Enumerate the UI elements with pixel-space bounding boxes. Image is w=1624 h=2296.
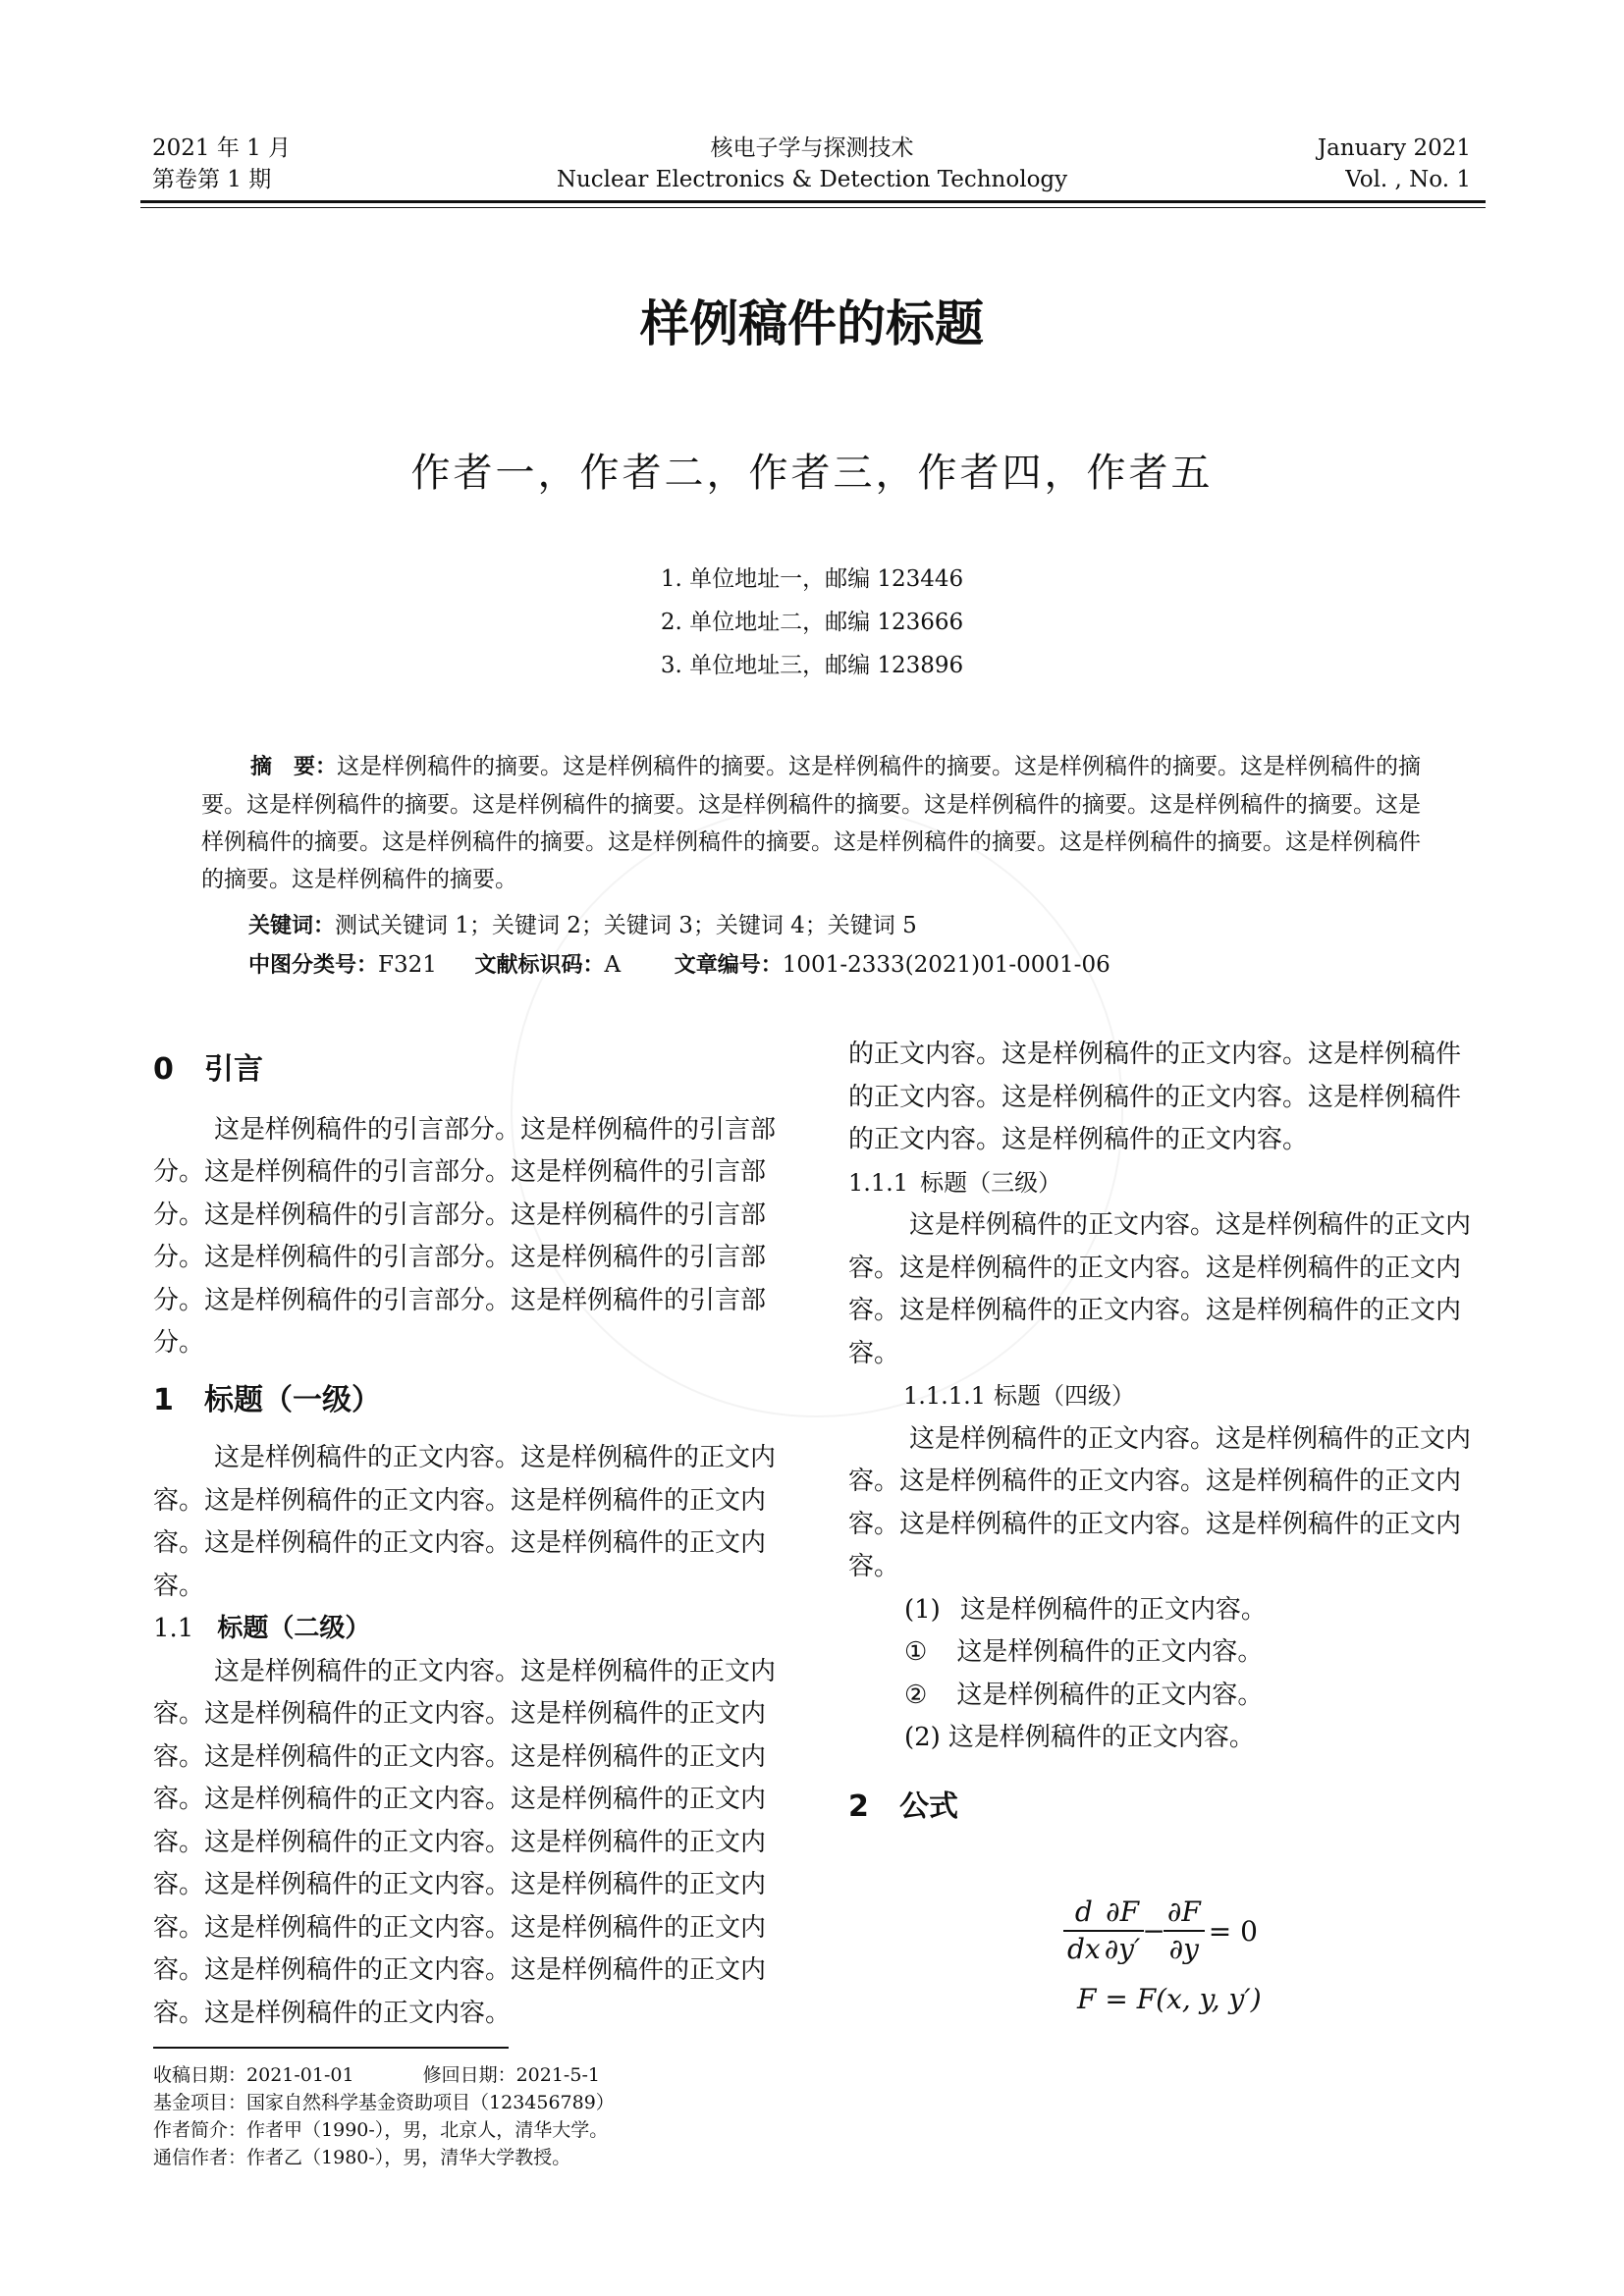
section-number: 2 <box>848 1789 869 1824</box>
list-text: 这是样例稿件的正文内容。 <box>956 1680 1264 1710</box>
list-text: 这是样例稿件的正文内容。 <box>947 1723 1255 1752</box>
list-item <box>848 1675 1483 1718</box>
header-rule-thin <box>140 207 1486 208</box>
equation-1 <box>1065 1895 1258 1967</box>
section-title: 公式 <box>899 1789 958 1824</box>
classification-line <box>248 946 1110 985</box>
header-volume: Vol. , No. 1 <box>1345 167 1471 192</box>
clc-label: 中图分类号： <box>248 953 379 978</box>
body-paragraph: 这是样例稿件的正文内容。这是样例稿件的正文内容。这是样例稿件的正文内容。这是样例稿件的正文内容。这是样例稿件的正文内容。这是样例稿件的正文内容。 <box>848 1210 1472 1368</box>
section-heading-1 <box>153 1379 787 1422</box>
subsection-title: 标题（三级） <box>920 1168 1062 1197</box>
section-title: 标题（一级） <box>204 1382 381 1417</box>
list-text: 这是样例稿件的正文内容。 <box>956 1637 1264 1667</box>
equation-2: F = F(x, y, y′) <box>1077 1983 1262 2015</box>
section-number: 0 <box>153 1052 174 1087</box>
doc-code-label: 文献标识码： <box>474 953 605 978</box>
list-item <box>848 1717 1483 1760</box>
paper-title: 样例稿件的标题 <box>640 295 984 352</box>
keywords <box>248 907 917 945</box>
left-column <box>153 1048 787 2035</box>
doc-code-value: A <box>604 952 622 978</box>
journal-name-en: Nuclear Electronics & Detection Technology <box>556 167 1068 192</box>
author-list: 作者一，作者二，作者三，作者四，作者五 <box>410 451 1214 496</box>
subsection-heading-1-1 <box>153 1608 787 1651</box>
header-issue: 第卷第 1 期 <box>152 167 272 192</box>
intro-paragraph: 这是样例稿件的引言部分。这是样例稿件的引言部分。这是样例稿件的引言部分。这是样例稿件的引言部分。这是样例稿件的引言部分。这是样例稿件的引言部分。这是样例稿件的引言部分。这是样例稿件的引言部分。这是样例稿件的引言部分。这是样例稿件的引言部分。 <box>153 1114 777 1358</box>
footnote-dates: 收稿日期：2021-01-01 修回日期：2021-5-1 <box>153 2064 600 2086</box>
abstract-text: 这是样例稿件的摘要。这是样例稿件的摘要。这是样例稿件的摘要。这是样例稿件的摘要。这是样例稿件的摘要。这是样例稿件的摘要。这是样例稿件的摘要。这是样例稿件的摘要。这是样例稿件的摘要。这是样例稿件的摘要。这是样例稿件的摘要。这是样例稿件的摘要。这是样例稿件的摘要。这是样例稿件的摘要。这是样例稿件的摘要。这是样例稿件的摘要。这是样例稿件的摘要。 <box>201 754 1422 892</box>
body-paragraph: 这是样例稿件的正文内容。这是样例稿件的正文内容。这是样例稿件的正文内容。这是样例稿件的正文内容。这是样例稿件的正文内容。这是样例稿件的正文内容。这是样例稿件的正文内容。这是样例稿件的正文内容。这是样例稿件的正文内容。这是样例稿件的正文内容。这是样例稿件的正文内容。这是样例稿件的正文内容。这是样例稿件的正文内容。这是样例稿件的正文内容。这是样例稿件的正文内容。这是样例稿件的正文内容。这是样例稿件的正文内容。 <box>153 1656 777 2028</box>
list-text: 这是样例稿件的正文内容。 <box>959 1594 1267 1625</box>
revised-date: 2021-5-1 <box>515 2064 600 2086</box>
subsection-title: 标题（二级） <box>217 1614 371 1643</box>
section-heading-2 <box>848 1786 1483 1829</box>
section-heading-0 <box>153 1048 787 1092</box>
section-number: 1 <box>153 1382 174 1417</box>
list-marker: (1) <box>904 1594 941 1625</box>
subsection-number: 1.1 <box>153 1614 194 1643</box>
list-marker: (2) <box>904 1723 941 1752</box>
body-paragraph: 这是样例稿件的正文内容。这是样例稿件的正文内容。这是样例稿件的正文内容。这是样例稿件的正文内容。这是样例稿件的正文内容。这是样例稿件的正文内容。 <box>848 1423 1472 1581</box>
journal-name-cn: 核电子学与探测技术 <box>710 135 914 161</box>
footnote-rule <box>153 2047 509 2049</box>
footnote-author: 作者简介：作者甲（1990-），男，北京人，清华大学。 <box>153 2119 609 2141</box>
affiliation-3: 3. 单位地址三，邮编 123896 <box>660 653 964 678</box>
right-column <box>848 1034 1483 1828</box>
fraction-dF-dyprime: $\frac{\partial F}{\partial y'}$ <box>1103 1895 1143 1967</box>
body-paragraph-continued: 的正文内容。这是样例稿件的正文内容。这是样例稿件的正文内容。这是样例稿件的正文内容。这是样例稿件的正文内容。这是样例稿件的正文内容。 <box>848 1040 1462 1154</box>
clc-value: F321 <box>378 952 437 978</box>
affiliations <box>0 558 1624 687</box>
list-marker: ① <box>904 1637 928 1667</box>
keywords-text: 测试关键词 1；关键词 2；关键词 3；关键词 4；关键词 5 <box>335 913 917 938</box>
list-item <box>848 1589 1483 1632</box>
header-rule-thick <box>140 200 1486 203</box>
keywords-label: 关键词： <box>248 914 336 938</box>
subsection-heading-1-1-1-1 <box>848 1375 1483 1418</box>
header-date: 2021 年 1 月 <box>152 135 292 161</box>
affiliation-2: 2. 单位地址二，邮编 123666 <box>660 610 964 635</box>
fraction-dF-dy: $\frac{\partial F}{\partial y}$ <box>1165 1895 1203 1967</box>
article-number-label: 文章编号： <box>674 953 783 978</box>
list-marker: ② <box>904 1680 928 1710</box>
list-item <box>848 1631 1483 1675</box>
body-paragraph: 这是样例稿件的正文内容。这是样例稿件的正文内容。这是样例稿件的正文内容。这是样例稿件的正文内容。这是样例稿件的正文内容。这是样例稿件的正文内容。 <box>153 1443 777 1601</box>
subsection-number: 1.1.1.1 <box>903 1382 986 1410</box>
minus-sign: − <box>1142 1914 1165 1948</box>
footnote-corresponding: 通信作者：作者乙（1980-），男，清华大学教授。 <box>153 2147 571 2168</box>
header-right <box>1318 133 1471 195</box>
affiliation-1: 1. 单位地址一，邮编 123446 <box>660 566 964 592</box>
abstract <box>201 748 1434 898</box>
article-number-value: 1001-2333(2021)01-0001-06 <box>782 952 1110 978</box>
received-date: 2021-01-01 <box>246 2064 354 2086</box>
fraction-d-dx: $\frac{d}{dx}$ <box>1065 1895 1103 1967</box>
abstract-label: 摘 要： <box>250 755 338 779</box>
section-title: 引言 <box>204 1052 263 1087</box>
footnote-fund: 基金项目：国家自然科学基金资助项目（123456789） <box>153 2092 615 2113</box>
equation-rhs: = 0 <box>1208 1914 1258 1948</box>
subsection-title: 标题（四级） <box>993 1382 1135 1410</box>
subsection-heading-1-1-1 <box>848 1162 1483 1205</box>
header-date-en: January 2021 <box>1317 135 1471 161</box>
subsection-number: 1.1.1 <box>848 1168 909 1197</box>
footnotes <box>153 2061 615 2171</box>
